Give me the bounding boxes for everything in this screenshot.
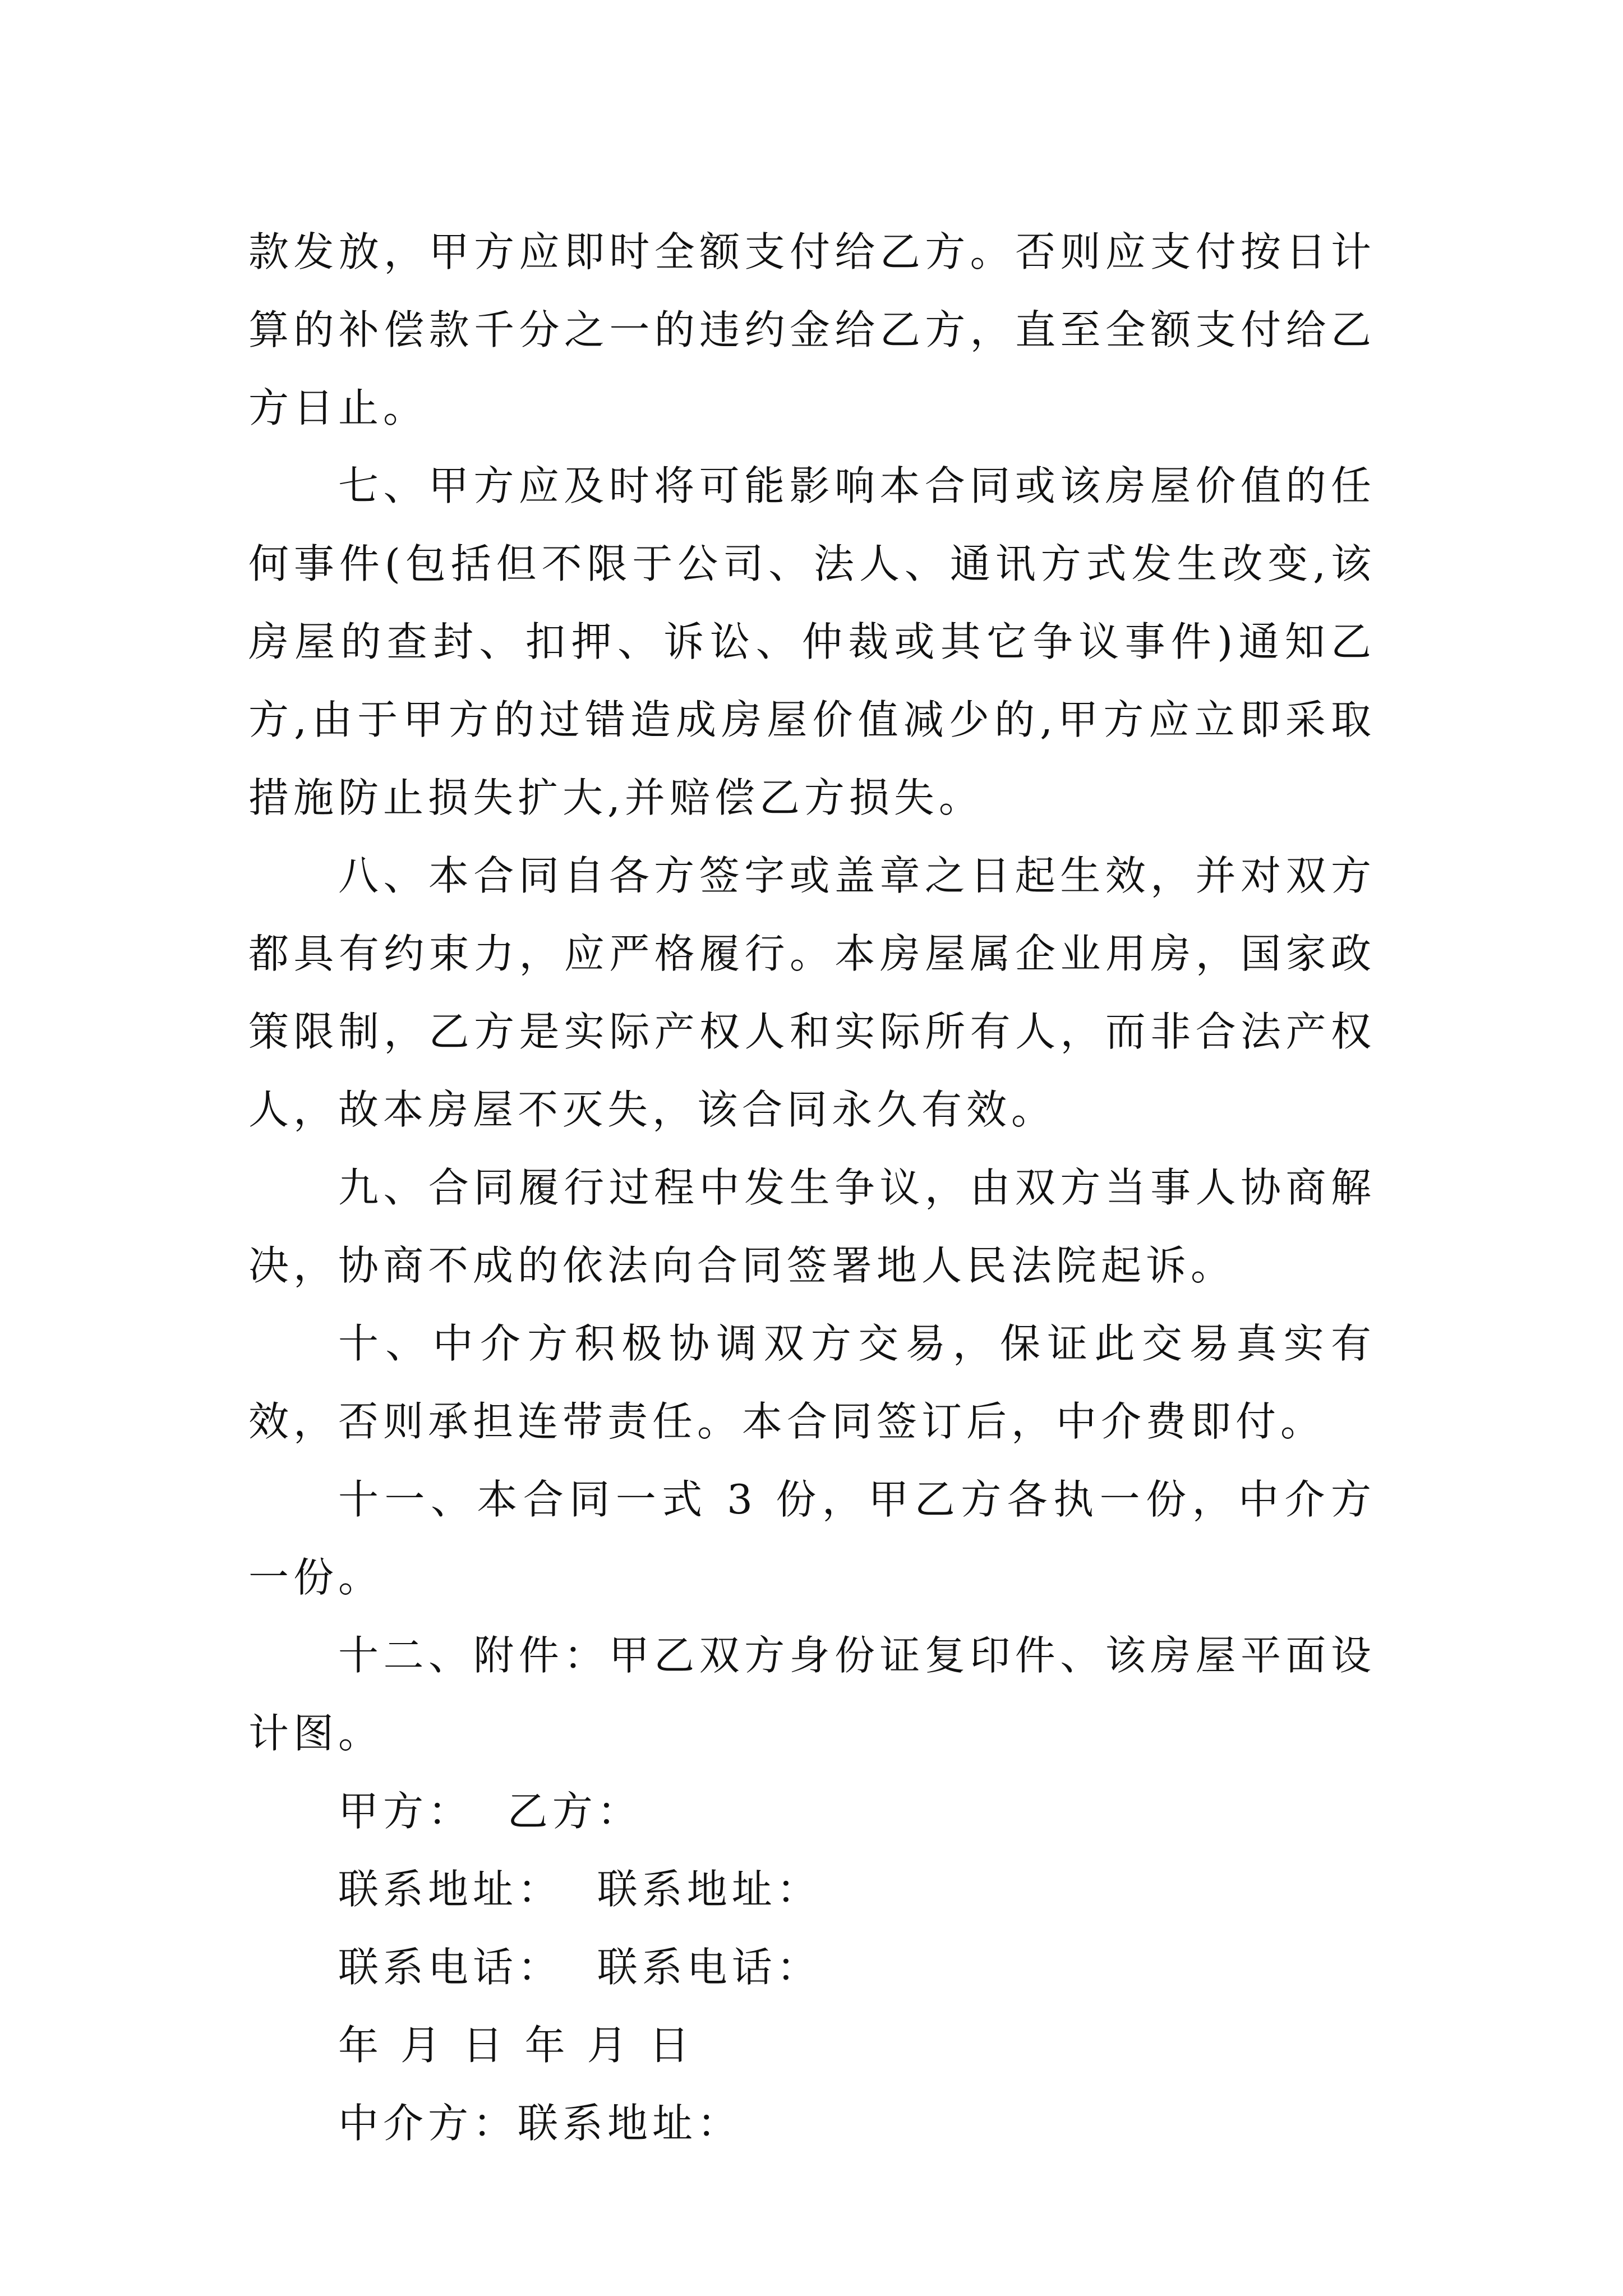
signature-agent: 中介方：联系地址： [338,2100,743,2147]
signature-phone: 联系电话： 联系电话： [338,1944,822,1991]
clause-8: 八、本合同自各方签字或盖章之日起生效，并对双方都具有约束力，应严格履行。本房屋属企业用房，国家政策限制，乙方是实际产权人和实际所有人，而非合法产权人，故本房屋不灭失，该合同永久有效。 [248,852,1376,1133]
clause-10: 十、中介方积极协调双方交易，保证此交易真实有效，否则承担连带责任。本合同签订后，中介费即付。 [248,1320,1376,1445]
clause-7: 七、甲方应及时将可能影响本合同或该房屋价值的任何事件(包括但不限于公司、法人、通讯方式发生改变,该房屋的查封、扣押、诉讼、仲裁或其它争议事件)通知乙方,由于甲方的过错造成房屋价值减少的,甲方应立即采取措施防止损失扩大,并赔偿乙方损失。 [248,462,1376,821]
signature-block [248,1773,1376,2162]
clause-11: 十一、本合同一式 3 份，甲乙方各执一份，中介方一份。 [248,1476,1376,1601]
signature-address: 联系地址： 联系地址： [338,1866,822,1913]
signature-parties: 甲方： 乙方： [338,1788,642,1835]
signature-date: 年 月 日 年 月 日 [338,2022,694,2069]
clause-12: 十二、附件：甲乙双方身份证复印件、该房屋平面设计图。 [248,1632,1376,1757]
clause-9: 九、合同履行过程中发生争议，由双方当事人协商解决，协商不成的依法向合同签署地人民法院起诉。 [248,1164,1376,1289]
paragraph-continuation: 款发放，甲方应即时全额支付给乙方。否则应支付按日计算的补偿款千分之一的违约金给乙方，直至全额支付给乙方日止。 [248,228,1376,431]
document-page [248,213,1376,2162]
